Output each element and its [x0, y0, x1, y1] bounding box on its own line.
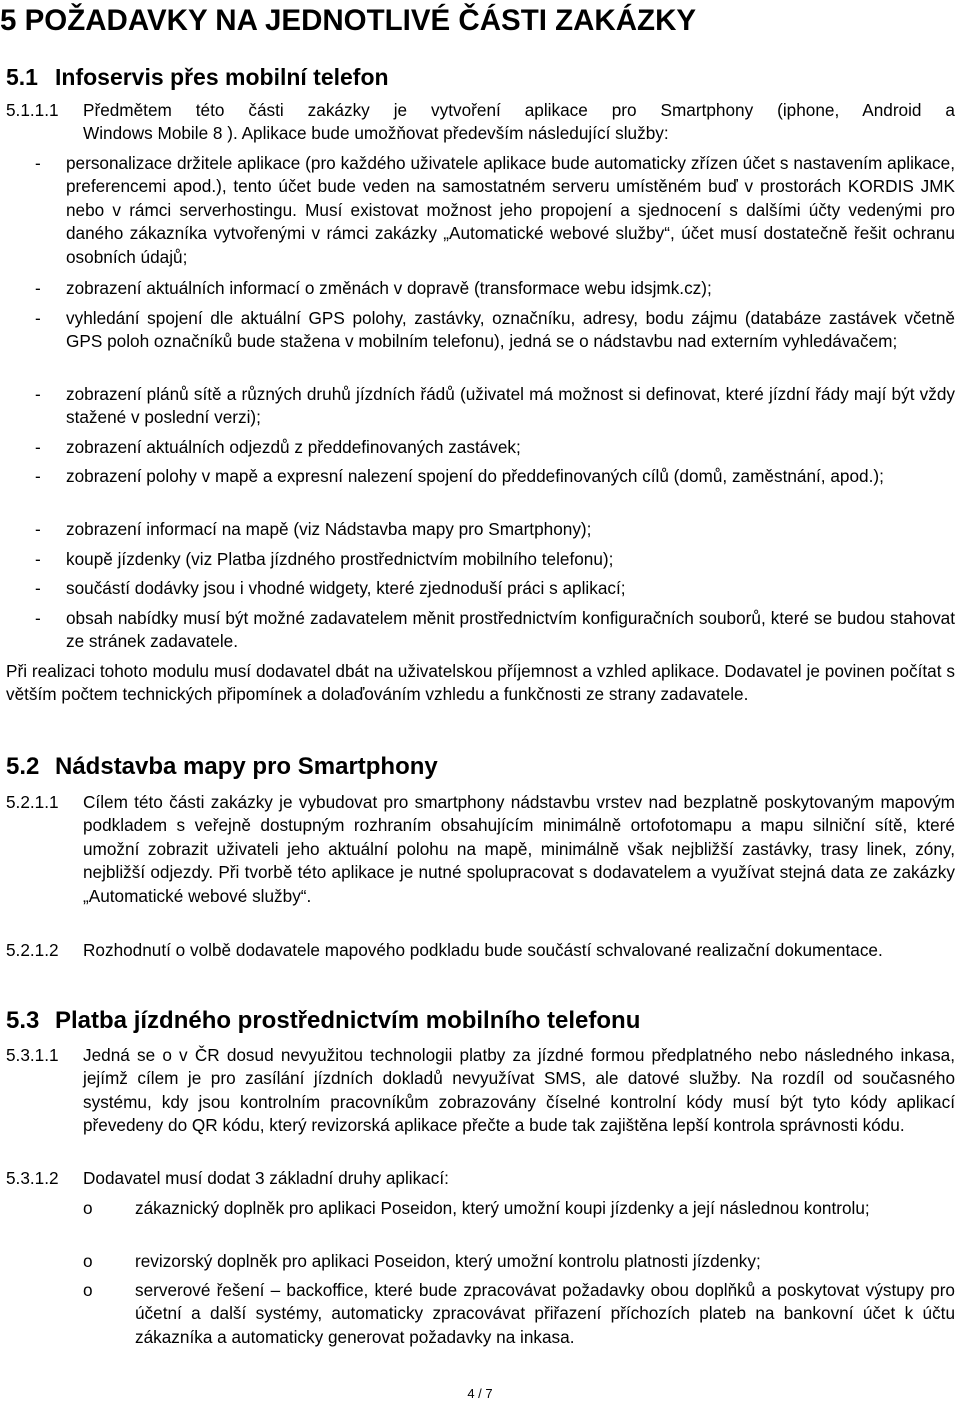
section-title: Platba jízdného prostřednictvím mobilního telefonu [55, 1007, 641, 1034]
section-heading-5-1 [6, 62, 389, 92]
list-item: zobrazení informací na mapě (viz Nádstavba mapy pro Smartphony); [66, 519, 592, 539]
section-number: 5.3 [6, 1007, 40, 1034]
section-title: Infoservis přes mobilní telefon [55, 64, 389, 90]
paragraph-text: Jedná se o v ČR dosud nevyužitou technologii platby za jízdné formou předplatného nebo následného inkasa, jejímž cílem je pro zasílání jízdních dokladů nevyužívat SMS, ale datové služby. Na rozdíl od současného systému, kdy jsou kontrolním pracovníkům zobrazovány číselné kontrolní kódy musí být tyto kódy aplikací převedeny do QR kódu, který revizorská aplikace přečte a bude tak zajištěna lepší kontrola správnosti kódu. [83, 1045, 955, 1136]
list-marker: - [35, 519, 41, 539]
bullet-marker: o [83, 1251, 93, 1271]
list-marker: - [35, 549, 41, 569]
section-heading-5-3 [6, 1006, 640, 1036]
bullet-item: serverové řešení – backoffice, které bude zpracovávat požadavky obou doplňků a poskytovat výstupy pro účetní a další systémy, automaticky zpracovávat přiřazení příchozích plateb na bankovní účet k účtu zákazníka a automaticky generovat požadavky na inkasa. [135, 1280, 955, 1347]
bullet-item: revizorský doplněk pro aplikaci Poseidon, který umožní kontrolu platnosti jízdenky; [135, 1251, 761, 1271]
bullet-marker: o [83, 1280, 93, 1300]
chapter-heading: 5 POŽADAVKY NA JEDNOTLIVÉ ČÁSTI ZAKÁZKY [0, 4, 697, 37]
list-item: koupě jízdenky (viz Platba jízdného prostřednictvím mobilního telefonu); [66, 549, 614, 569]
section-heading-5-2 [6, 752, 438, 782]
paragraph-number: 5.2.1.2 [6, 940, 59, 960]
bullet-item: zákaznický doplněk pro aplikaci Poseidon, který umožní koupi jízdenky a její následnou kontrolu; [135, 1198, 870, 1218]
list-marker: - [35, 578, 41, 598]
list-marker: - [35, 384, 41, 404]
paragraph-text: Dodavatel musí dodat 3 základní druhy aplikací: [83, 1168, 449, 1188]
list-marker: - [35, 608, 41, 628]
list-item: zobrazení aktuálních informací o změnách v dopravě (transformace webu idsjmk.cz); [66, 278, 712, 298]
list-item: obsah nabídky musí být možné zadavatelem měnit prostřednictvím konfiguračních souborů, které se budou stahovat ze stránek zadavatele. [66, 608, 955, 652]
list-item: personalizace držitele aplikace (pro každého uživatele aplikace bude automaticky zřízen účet s nastavením aplikace, preferencemi apod.), tento účet bude veden na samostatném serveru umístěném buď v prostorách KORDIS JMK nebo v rámci serverhostingu. Musí existovat možnost jeho propojení a sjednocení s dalšími účty vedenými pro daného zákazníka vytvořenými v rámci zakázky „Automatické webové služby“, účet musí dostatečně řešit ochranu osobních údajů; [66, 153, 955, 267]
section-number: 5.2 [6, 753, 40, 780]
page-number: 4 / 7 [467, 1386, 493, 1401]
list-marker: - [35, 278, 41, 298]
list-marker: - [35, 308, 41, 328]
bullet-marker: o [83, 1198, 93, 1218]
paragraph-number: 5.3.1.1 [6, 1045, 59, 1065]
intro-text: Windows Mobile 8 ). Aplikace bude umožňovat především následující služby: [83, 123, 669, 143]
list-marker: - [35, 466, 41, 486]
list-marker: - [35, 437, 41, 457]
section-title: Nádstavba mapy pro Smartphony [55, 753, 438, 780]
intro-line: Předmětem této části zakázky je vytvoření aplikace pro Smartphony (iphone, Android a [83, 100, 955, 120]
paragraph-number: 5.3.1.2 [6, 1168, 59, 1188]
list-marker: - [35, 153, 41, 173]
list-item: zobrazení polohy v mapě a expresní nalezení spojení do předdefinovaných cílů (domů, zaměstnání, apod.); [66, 466, 884, 486]
section-number: 5.1 [6, 64, 38, 90]
paragraph-number: 5.2.1.1 [6, 792, 59, 812]
list-item: zobrazení plánů sítě a různých druhů jízdních řádů (uživatel má možnost si definovat, které jízdní řády mají být vždy stažené v poslední verzi); [66, 384, 955, 428]
paragraph-text: Rozhodnutí o volbě dodavatele mapového podkladu bude součástí schvalované realizační dokumentace. [83, 940, 883, 960]
paragraph-text: Cílem této části zakázky je vybudovat pro smartphony nádstavbu vrstev nad bezplatně poskytovaným mapovým podkladem s veřejně dostupným rozhraním obsahujícím minimálně ortofotomapu a mapu silniční sítě, které umožní zobrazit uživateli jeho aktuální polohu na mapě, minimálně však nejbližší zastávky, trasy linek, zóny, nejbližší odjezdy. Při tvorbě této aplikace je nutné spolupracovat s dodavatelem a využívat stejná data ze zakázky „Automatické webové služby“. [83, 792, 955, 906]
list-item: součástí dodávky jsou i vhodné widgety, které zjednoduší práci s aplikací; [66, 578, 626, 598]
list-item: zobrazení aktuálních odjezdů z předdefinovaných zastávek; [66, 437, 521, 457]
closing-paragraph: Při realizaci tohoto modulu musí dodavatel dbát na uživatelskou příjemnost a vzhled aplikace. Dodavatel je povinen počítat s větším počtem technických připomínek a dolaďováním vzhledu a funkčnosti ze strany zadavatele. [6, 661, 955, 705]
paragraph-number: 5.1.1.1 [6, 100, 59, 120]
list-item: vyhledání spojení dle aktuální GPS polohy, zastávky, označníku, adresy, bodu zájmu (databáze zastávek včetně GPS poloh označníků bude stažena v mobilním telefonu), jedná se o nádstavbu nad externím vyhledávačem; [66, 308, 955, 352]
